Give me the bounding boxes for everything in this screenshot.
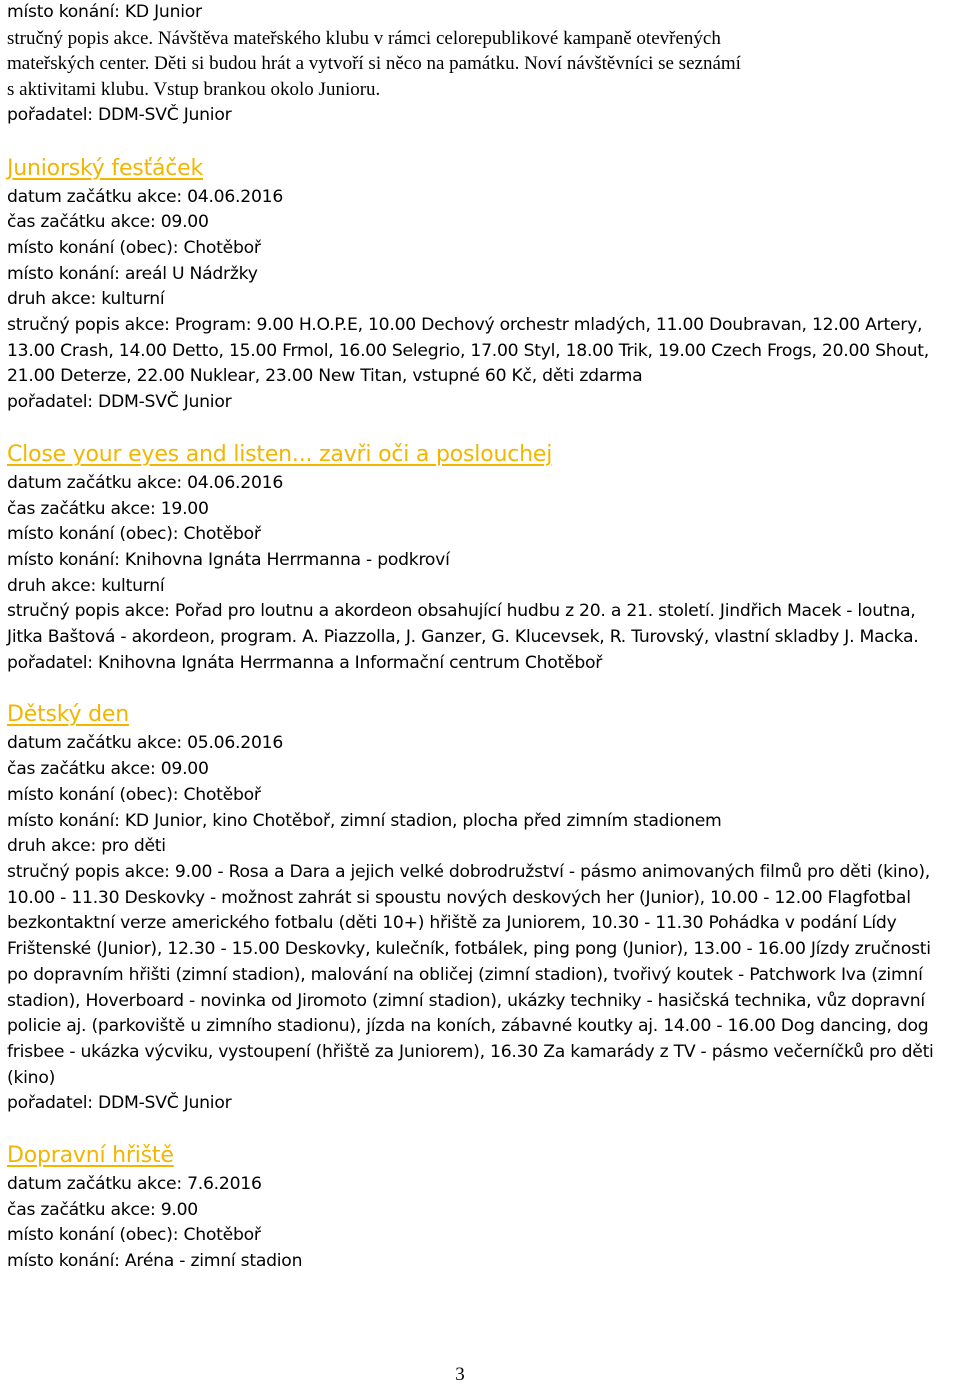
description-line: mateřských center. Děti si budou hrát a vytvoří si něco na památku. Noví návštěvníci se seznámí — [7, 53, 741, 75]
start-time: čas začátku akce: 09.00 — [7, 759, 209, 780]
venue: místo konání: Knihovna Ignáta Herrmanna - podkroví — [7, 549, 450, 570]
organizer-line: pořadatel: DDM-SVČ Junior — [7, 104, 232, 125]
venue-town: místo konání (obec): Chotěboř — [7, 524, 261, 545]
event-description: stručný popis akce: Pořad pro loutnu a akordeon obsahující hudbu z 20. a 21. století. Jindřich Macek - loutna, Jitka Baštová - akordeon, program. A. Piazzolla, J. Ganzer, G. Klucevsek, R. Turovský, vlastní skladby J. Macka. — [7, 601, 919, 648]
start-date: datum začátku akce: 7.6.2016 — [7, 1174, 262, 1195]
document-page — [7, 0, 953, 1275]
start-date: datum začátku akce: 04.06.2016 — [7, 472, 284, 493]
description-line: s aktivitami klubu. Vstup brankou okolo Junioru. — [7, 79, 381, 101]
event-title[interactable]: Juniorský fesťáček — [7, 155, 204, 181]
event-title[interactable]: Close your eyes and listen... zavři oči a poslouchej — [7, 441, 553, 467]
venue: místo konání: KD Junior, kino Chotěboř, zimní stadion, plocha před zimním stadionem — [7, 810, 722, 831]
venue-town: místo konání (obec): Chotěboř — [7, 237, 261, 258]
start-time: čas začátku akce: 09.00 — [7, 212, 209, 233]
event-title[interactable]: Dětský den — [7, 702, 129, 728]
start-date: datum začátku akce: 05.06.2016 — [7, 733, 284, 754]
venue-line: místo konání: KD Junior — [7, 2, 202, 22]
organizer: pořadatel: DDM-SVČ Junior — [7, 392, 232, 413]
description-line: stručný popis akce. Návštěva mateřského klubu v rámci celorepublikové kampaně otevřených — [7, 27, 721, 49]
start-time: čas začátku akce: 19.00 — [7, 498, 209, 519]
event-type: druh akce: kulturní — [7, 575, 165, 596]
event-title[interactable]: Dopravní hřiště — [7, 1143, 174, 1169]
event-juniorsky-festacek — [7, 154, 953, 416]
event-detsky-den — [7, 700, 953, 1117]
event-close-your-eyes — [7, 440, 953, 677]
venue-town: místo konání (obec): Chotěboř — [7, 784, 261, 805]
start-date: datum začátku akce: 04.06.2016 — [7, 186, 284, 207]
page-number: 3 — [455, 1364, 465, 1385]
event-description: stručný popis akce: Program: 9.00 H.O.P.E, 10.00 Dechový orchestr mladých, 11.00 Doubravan, 12.00 Artery, 13.00 Crash, 14.00 Detto, 15.00 Frmol, 16.00 Selegrio, 17.00 Styl, 18.00 Trik, 19.00 Czech Frogs, 20.00 Shout, 21.00 Deterze, 22.00 Nuklear, 23.00 New Titan, vstupné 60 Kč, děti zdarma — [7, 315, 929, 387]
event-type: druh akce: kulturní — [7, 289, 165, 310]
event-type: druh akce: pro děti — [7, 836, 166, 857]
start-time: čas začátku akce: 9.00 — [7, 1199, 198, 1220]
venue: místo konání: areál U Nádržky — [7, 263, 258, 284]
organizer: pořadatel: DDM-SVČ Junior — [7, 1093, 232, 1114]
venue: místo konání: Aréna - zimní stadion — [7, 1251, 303, 1272]
event-description: stručný popis akce: 9.00 - Rosa a Dara a jejich velké dobrodružství - pásmo animovaných filmů pro děti (kino), 10.00 - 11.30 Deskovky - možnost zahrát si spoustu nových deskových her (Junior), 10.00 - 12.00 Flagfotbal bezkontaktní verze amerického fotbalu (děti 10+) hřiště za Juniorem, 10.30 - 11.30 Pohádka v podání Lídy Frištenské (Junior), 12.30 - 15.00 Deskovky, kulečník, fotbálek, ping pong (Junior), 13.00 - 16.00 Jízdy zručnosti po dopravním hřišti (zimní stadion), malování na obličej (zimní stadion), tvořivý koutek - Patchwork Iva (zimní stadion), Hoverboard - novinka od Jiromoto (zimní stadion), ukázky techniky - hasičská technika, vůz dopravní policie aj. (parkoviště u zimního stadionu), jízda na koních, zábavné koutky aj. 14.00 - 16.00 Dog dancing, dog frisbee - ukázka výcviku, vystoupení (hřiště za Juniorem), 16.30 Za kamarády z TV - pásmo večerníčků pro děti (kino) — [7, 861, 934, 1088]
venue-town: místo konání (obec): Chotěboř — [7, 1225, 261, 1246]
intro-section — [7, 0, 953, 129]
organizer: pořadatel: Knihovna Ignáta Herrmanna a Informační centrum Chotěboř — [7, 652, 603, 673]
event-dopravni-hriste — [7, 1141, 953, 1275]
